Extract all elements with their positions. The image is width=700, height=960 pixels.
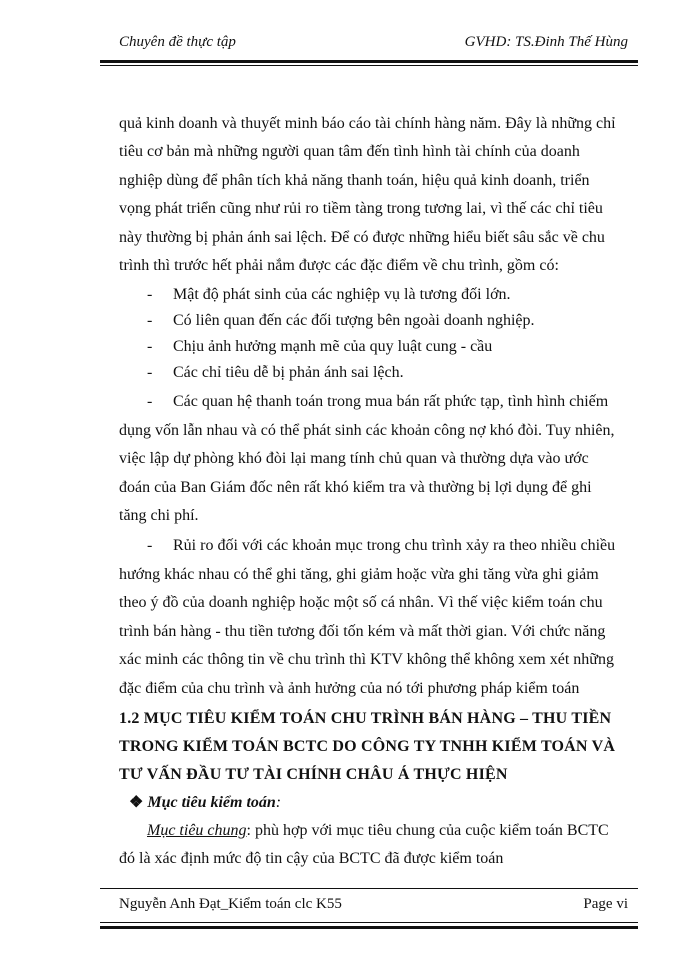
text-line: vọng phát triển cũng như rủi ro tiềm tàng trong tương lai, vì thế các chỉ tiêu — [119, 200, 603, 218]
text-line: xác minh các thông tin về chu trình thì KTV không thể không xem xét những — [119, 651, 614, 669]
dash-bullet: - — [147, 338, 153, 356]
text-line: việc lập dự phòng khó đòi lại mang tính chủ quan và thường dựa vào ước — [119, 450, 589, 468]
header-rule-thick — [100, 60, 638, 63]
list-item-text: Có liên quan đến các đối tượng bên ngoài doanh nghiệp. — [173, 312, 535, 330]
text-line: đoán của Ban Giám đốc nên rất khó kiểm tra và thường bị lợi dụng để ghi — [119, 478, 592, 496]
header-rule-thin — [100, 65, 638, 66]
document-body — [119, 110, 638, 874]
page-header — [100, 24, 638, 52]
subheading-text: Mục tiêu kiểm toán — [147, 793, 276, 811]
text-line: tăng chi phí. — [119, 507, 199, 525]
paragraph-intro — [119, 110, 638, 280]
text-line: quả kinh doanh và thuyết minh báo cáo tài chính hàng năm. Đây là những chỉ — [119, 115, 616, 132]
page-frame — [100, 24, 638, 930]
header-title: Chuyên đề thực tập — [119, 34, 236, 50]
general-objective-label: Mục tiêu chung — [147, 821, 247, 839]
text-line: trình thì trước hết phải nắm được các đặc điểm về chu trình, gồm có: — [119, 257, 559, 275]
dash-bullet: - — [147, 393, 153, 411]
list-item — [119, 308, 638, 334]
text-line: trình bán hàng - thu tiền tương đối tốn kém và mất thời gian. Với chức năng — [119, 622, 606, 640]
characteristics-list — [119, 282, 638, 386]
list-item-text: Các chỉ tiêu dễ bị phản ánh sai lệch. — [173, 364, 404, 382]
subheading-colon: : — [275, 793, 282, 811]
footer-author: Nguyễn Anh Đạt_Kiểm toán clc K55 — [119, 896, 342, 912]
page-number: Page vi — [583, 896, 628, 912]
text-line-content: Các quan hệ thanh toán trong mua bán rất phức tạp, tình hình chiếm — [173, 393, 609, 411]
text-line: dụng vốn lẫn nhau và có thể phát sinh các khoản công nợ khó đòi. Tuy nhiên, — [119, 421, 615, 439]
text-line: đặc điểm của chu trình và ảnh hưởng của nó tới phương pháp kiểm toán — [119, 679, 580, 697]
text-line — [119, 532, 638, 560]
header-supervisor: GVHD: TS.Đinh Thế Hùng — [464, 34, 628, 50]
list-item-text: Chịu ảnh hưởng mạnh mẽ của quy luật cung - cầu — [173, 338, 493, 356]
footer-rule-thin — [100, 888, 638, 889]
dash-bullet: - — [147, 364, 153, 382]
list-item — [119, 282, 638, 308]
text-line — [119, 388, 638, 416]
list-item — [119, 334, 638, 360]
paragraph-payment-relations — [119, 388, 638, 530]
list-item — [119, 360, 638, 386]
footer-rule-bottom-thin — [100, 922, 638, 923]
text-line: hướng khác nhau có thể ghi tăng, ghi giảm hoặc vừa ghi tăng vừa ghi giảm — [119, 565, 599, 583]
text-line: này thường bị phản ánh sai lệch. Để có được những hiểu biết sâu sắc về chu — [119, 228, 605, 246]
list-item-text: Mật độ phát sinh của các nghiệp vụ là tương đối lớn. — [173, 286, 511, 304]
footer-rule-bottom-thick — [100, 926, 638, 929]
dash-bullet: - — [147, 312, 153, 330]
subheading — [119, 789, 638, 817]
paragraph-risk — [119, 532, 638, 702]
diamond-bullet-icon: ❖ — [129, 793, 144, 811]
dash-bullet: - — [147, 286, 153, 304]
section-heading — [119, 705, 638, 789]
heading-line: TƯ VẤN ĐẦU TƯ TÀI CHÍNH CHÂU Á THỰC HIỆN — [119, 765, 508, 783]
paragraph-general-objective — [119, 817, 638, 874]
text-line: nghiệp dùng để phân tích khả năng thanh toán, hiệu quả kinh doanh, triển — [119, 171, 590, 189]
heading-line: 1.2 MỤC TIÊU KIỂM TOÁN CHU TRÌNH BÁN HÀNG – THU TIỀN — [119, 709, 612, 727]
text-line — [119, 817, 638, 845]
text-line-content: : phù hợp với mục tiêu chung của cuộc kiểm toán BCTC — [246, 821, 609, 839]
dash-bullet: - — [147, 537, 153, 555]
text-line: tiêu cơ bản mà những người quan tâm đến tình hình tài chính của doanh — [119, 143, 580, 161]
text-line-content: Rủi ro đối với các khoản mục trong chu trình xảy ra theo nhiều chiều — [173, 537, 616, 555]
text-line: theo ý đồ của doanh nghiệp hoặc một số cá nhân. Vì thế việc kiểm toán chu — [119, 594, 603, 612]
heading-line: TRONG KIỂM TOÁN BCTC DO CÔNG TY TNHH KIỂM TOÁN VÀ — [119, 737, 616, 755]
text-line: đó là xác định mức độ tin cậy của BCTC đã được kiểm toán — [119, 850, 504, 868]
